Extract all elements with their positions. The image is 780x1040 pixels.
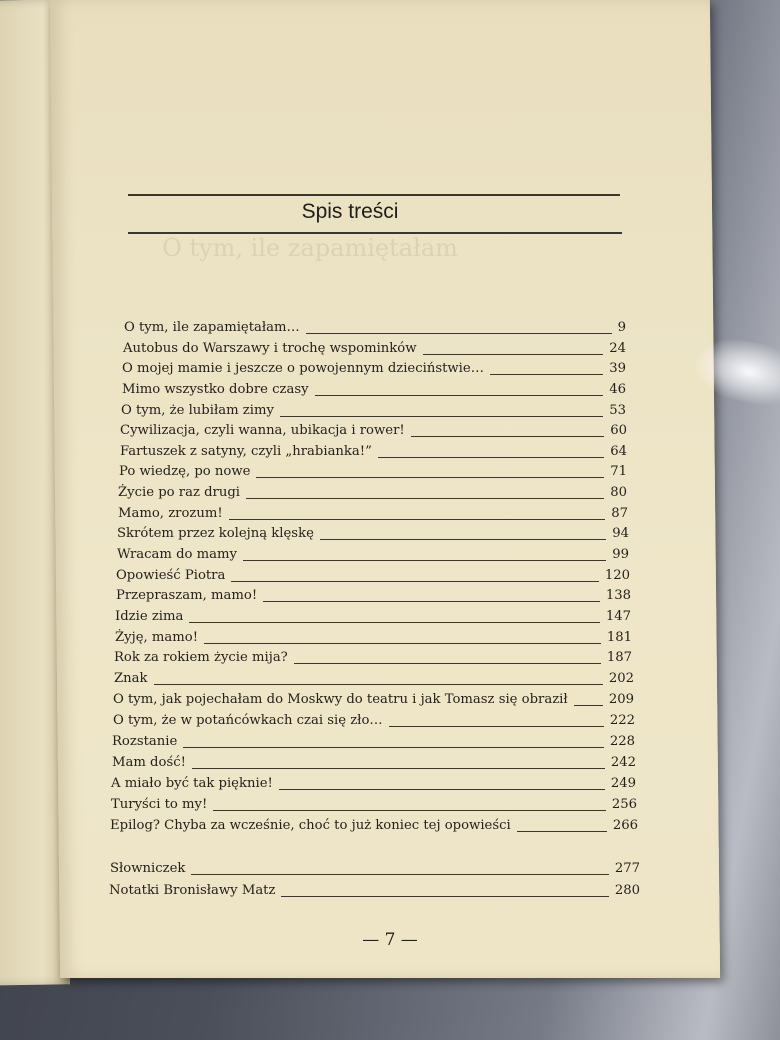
toc-entry-page: 138 bbox=[605, 588, 631, 603]
toc-entry-title: Epilog? Chyba za wcześnie, choć to już koniec tej opowieści bbox=[110, 818, 511, 833]
toc-entry[interactable] bbox=[116, 566, 630, 586]
dot-leader bbox=[243, 560, 606, 561]
dot-leader bbox=[256, 477, 604, 478]
toc-entry-title: Opowieść Piotra bbox=[116, 568, 226, 583]
toc-entry[interactable] bbox=[112, 732, 635, 752]
toc-entry[interactable] bbox=[123, 339, 626, 359]
toc-entry-title: O tym, jak pojechałam do Moskwy do teatru i jak Tomasz się obraził bbox=[113, 692, 568, 707]
toc-entry-page: 209 bbox=[608, 692, 634, 707]
toc-entry-title: O tym, ile zapamiętałam… bbox=[124, 320, 300, 335]
dot-leader bbox=[246, 498, 604, 499]
toc-entry-page: 249 bbox=[610, 776, 636, 791]
dot-leader bbox=[517, 831, 607, 832]
dot-leader bbox=[574, 705, 603, 706]
toc-entry-title: Wracam do mamy bbox=[117, 547, 237, 562]
toc-entry-page: 147 bbox=[605, 609, 631, 624]
toc-entry[interactable] bbox=[113, 690, 634, 710]
toc-entry-title: Znak bbox=[114, 671, 148, 686]
dot-leader bbox=[315, 395, 604, 396]
page-title: Spis treści bbox=[301, 200, 399, 223]
toc-entry-page: 187 bbox=[606, 650, 632, 665]
toc-entry[interactable] bbox=[110, 816, 638, 836]
dot-leader bbox=[279, 789, 605, 790]
toc-entry-title: Życie po raz drugi bbox=[118, 485, 240, 500]
toc-entry-page: 39 bbox=[609, 361, 626, 376]
toc-entry[interactable] bbox=[114, 648, 632, 668]
dot-leader bbox=[189, 622, 599, 623]
toc-entry-page: 9 bbox=[617, 320, 626, 335]
dot-leader bbox=[306, 333, 612, 334]
toc-entry[interactable] bbox=[114, 669, 634, 689]
toc-entry-title: A miało być tak pięknie! bbox=[111, 776, 273, 791]
toc-entry-page: 94 bbox=[612, 526, 629, 541]
toc-entry[interactable] bbox=[116, 586, 631, 606]
toc-entry-title: O tym, że w potańcówkach czai się zło… bbox=[113, 713, 383, 728]
toc-entry-title: Rok za rokiem życie mija? bbox=[114, 650, 288, 665]
toc-entry-page: 99 bbox=[612, 547, 629, 562]
dot-leader bbox=[320, 539, 606, 540]
toc-entry[interactable] bbox=[115, 628, 632, 648]
appendix-entry[interactable] bbox=[109, 881, 640, 901]
appendix-entry[interactable] bbox=[110, 859, 640, 879]
dot-leader bbox=[263, 601, 600, 602]
toc-entry-title: Cywilizacja, czyli wanna, ubikacja i rower! bbox=[120, 423, 405, 438]
toc-entry-title: Mimo wszystko dobre czasy bbox=[122, 382, 309, 397]
toc-entry-page: 53 bbox=[609, 403, 626, 418]
toc-entry-title: Autobus do Warszawy i trochę wspominków bbox=[123, 341, 417, 356]
appendix-entry-page: 280 bbox=[614, 883, 640, 898]
toc-entry-title: O tym, że lubiłam zimy bbox=[121, 403, 274, 418]
dot-leader bbox=[191, 874, 608, 875]
appendix-entry-title: Notatki Bronisławy Matz bbox=[109, 883, 276, 898]
toc-entry-page: 228 bbox=[609, 734, 635, 749]
toc-entry-page: 24 bbox=[609, 341, 626, 356]
toc-entry[interactable] bbox=[122, 359, 626, 379]
toc-entry[interactable] bbox=[118, 483, 627, 503]
toc-entry-title: Skrótem przez kolejną klęskę bbox=[117, 526, 314, 541]
toc-entry[interactable] bbox=[122, 380, 626, 400]
toc-entry-page: 181 bbox=[606, 630, 632, 645]
toc-entry[interactable] bbox=[124, 318, 626, 338]
toc-entry-title: Idzie zima bbox=[115, 609, 184, 624]
dot-leader bbox=[411, 436, 605, 437]
toc-entry[interactable] bbox=[121, 401, 626, 421]
toc-entry[interactable] bbox=[115, 607, 631, 627]
toc-entry-page: 46 bbox=[609, 382, 626, 397]
appendix-entry-page: 277 bbox=[614, 861, 640, 876]
toc-entry-title: Żyję, mamo! bbox=[115, 630, 199, 645]
dot-leader bbox=[229, 519, 606, 520]
dot-leader bbox=[294, 663, 601, 664]
toc-entry-title: Mam dość! bbox=[112, 755, 186, 770]
toc-entry-page: 71 bbox=[610, 464, 627, 479]
toc-entry-page: 80 bbox=[610, 485, 627, 500]
toc-entry[interactable] bbox=[117, 545, 629, 565]
toc-entry[interactable] bbox=[118, 504, 628, 524]
toc-entry-page: 256 bbox=[611, 797, 637, 812]
dot-leader bbox=[183, 747, 604, 748]
toc-entry-page: 222 bbox=[609, 713, 635, 728]
toc-entry-title: Turyści to my! bbox=[111, 797, 208, 812]
dot-leader bbox=[154, 684, 603, 685]
dot-leader bbox=[204, 643, 601, 644]
toc-entry-title: O mojej mamie i jeszcze o powojennym dzieciństwie… bbox=[122, 361, 484, 376]
toc-entry[interactable] bbox=[111, 795, 637, 815]
toc-entry[interactable] bbox=[111, 774, 636, 794]
toc-entry-page: 64 bbox=[610, 444, 627, 459]
toc-entry[interactable] bbox=[117, 524, 629, 544]
toc-entry-page: 242 bbox=[610, 755, 636, 770]
toc-entry[interactable] bbox=[120, 442, 627, 462]
toc-entry-title: Fartuszek z satyny, czyli „hrabianka!” bbox=[120, 444, 372, 459]
toc-entry-title: Przepraszam, mamo! bbox=[116, 588, 258, 603]
toc-entry[interactable] bbox=[120, 421, 627, 441]
toc-entry-title: Rozstanie bbox=[112, 734, 178, 749]
toc-entry[interactable] bbox=[119, 462, 627, 482]
dot-leader bbox=[490, 374, 603, 375]
dot-leader bbox=[378, 457, 604, 458]
toc-entry-page: 87 bbox=[611, 506, 628, 521]
toc-entry-page: 202 bbox=[608, 671, 634, 686]
dot-leader bbox=[192, 768, 605, 769]
dot-leader bbox=[231, 581, 598, 582]
toc-entry-title: Mamo, zrozum! bbox=[118, 506, 223, 521]
toc-entry[interactable] bbox=[112, 753, 636, 773]
appendix-entry-title: Słowniczek bbox=[110, 861, 186, 876]
bleed-through-text: O tym, ile zapamiętałam bbox=[162, 234, 458, 262]
toc-entry-page: 266 bbox=[612, 818, 638, 833]
toc-entry-page: 60 bbox=[610, 423, 627, 438]
dot-leader bbox=[280, 416, 603, 417]
toc-entry-title: Po wiedzę, po nowe bbox=[119, 464, 251, 479]
toc-entry[interactable] bbox=[113, 711, 635, 731]
page-number: — 7 — bbox=[362, 930, 418, 950]
toc-entry-page: 120 bbox=[604, 568, 630, 583]
dot-leader bbox=[423, 354, 604, 355]
dot-leader bbox=[281, 896, 608, 897]
dot-leader bbox=[213, 810, 606, 811]
dot-leader bbox=[389, 726, 604, 727]
